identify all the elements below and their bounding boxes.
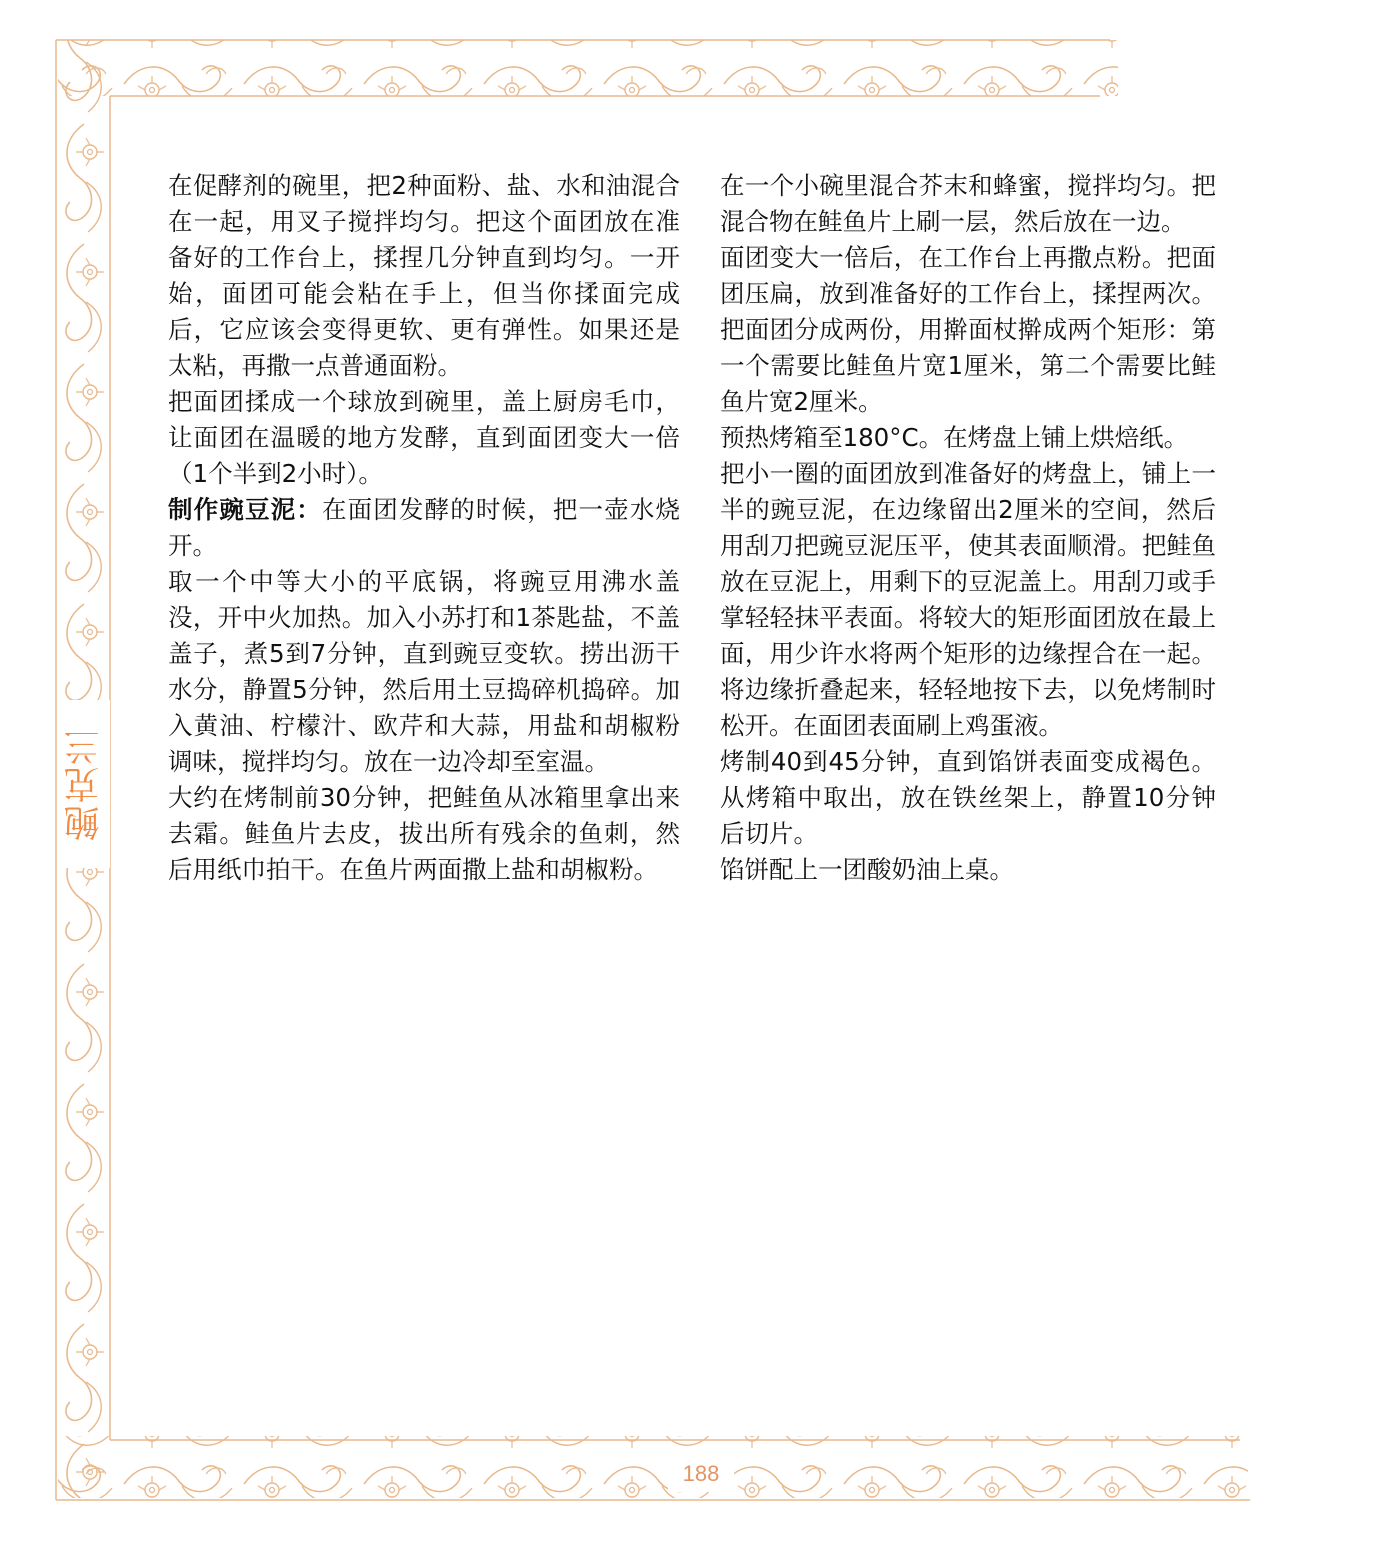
left-paragraph-1: 在促酵剂的碗里，把2种面粉、盐、水和油混合在一起，用叉子搅拌均匀。把这个面团放在准备好的工作台上，揉捏几分钟直到均匀。一开始，面团可能会粘在手上，但当你揉面完成后，它应该会变得更软、更有弹性。如果还是太粘，再撒一点普通面粉。 bbox=[168, 171, 680, 380]
right-text-column bbox=[720, 168, 1216, 888]
right-paragraph-4: 把小一圈的面团放到准备好的烤盘上，铺上一半的豌豆泥，在边缘留出2厘米的空间，然后用刮刀把豌豆泥压平，使其表面顺滑。把鲑鱼放在豆泥上，用剩下的豆泥盖上。用刮刀或手掌轻轻抹平表面。将较大的矩形面团放在最上面，用少许水将两个矩形的边缘捏合在一起。将边缘折叠起来，轻轻地按下去，以免烤制时松开。在面团表面刷上鸡蛋液。 bbox=[720, 459, 1216, 740]
page-number: 188 bbox=[668, 1456, 734, 1492]
right-paragraph-6: 馅饼配上一团酸奶油上桌。 bbox=[720, 855, 1014, 884]
left-text-column bbox=[168, 168, 680, 888]
side-chapter-tab bbox=[58, 700, 110, 868]
left-paragraph-2: 把面团揉成一个球放到碗里，盖上厨房毛巾，让面团在温暖的地方发酵，直到面团变大一倍（1个半到2小时）。 bbox=[168, 387, 680, 488]
right-paragraph-3: 预热烤箱至180°C。在烤盘上铺上烘焙纸。 bbox=[720, 423, 1189, 452]
left-paragraph-3 bbox=[168, 492, 680, 564]
right-paragraph-2: 面团变大一倍后，在工作台上再撒点粉。把面团压扁，放到准备好的工作台上，揉捏两次。把面团分成两份，用擀面杖擀成两个矩形：第一个需要比鲑鱼片宽1厘米，第二个需要比鲑鱼片宽2厘米。 bbox=[720, 243, 1216, 416]
right-paragraph-1: 在一个小碗里混合芥末和蜂蜜，搅拌均匀。把混合物在鲑鱼片上刷一层，然后放在一边。 bbox=[720, 171, 1216, 236]
left-paragraph-3-body: 在面团发酵的时候，把一壶水烧开。 bbox=[168, 495, 681, 560]
right-paragraph-5: 烤制40到45分钟，直到馅饼表面变成褐色。从烤箱中取出，放在铁丝架上，静置10分钟后切片。 bbox=[720, 747, 1216, 848]
left-paragraph-4: 取一个中等大小的平底锅，将豌豆用沸水盖没，开中火加热。加入小苏打和1茶匙盐，不盖盖子，煮5到7分钟，直到豌豆变软。捞出沥干水分，静置5分钟，然后用土豆捣碎机捣碎。加入黄油、柠檬汁、欧芹和大蒜，用盐和胡椒粉调味，搅拌均匀。放在一边冷却至室温。 bbox=[168, 567, 680, 776]
section-heading-pea-puree: 制作豌豆泥： bbox=[168, 495, 322, 524]
side-chapter-label: 鲍克兰 bbox=[63, 727, 105, 841]
left-paragraph-5: 大约在烤制前30分钟，把鲑鱼从冰箱里拿出来去霜。鲑鱼片去皮，拔出所有残余的鱼刺，然后用纸巾拍干。在鱼片两面撒上盐和胡椒粉。 bbox=[168, 783, 680, 884]
